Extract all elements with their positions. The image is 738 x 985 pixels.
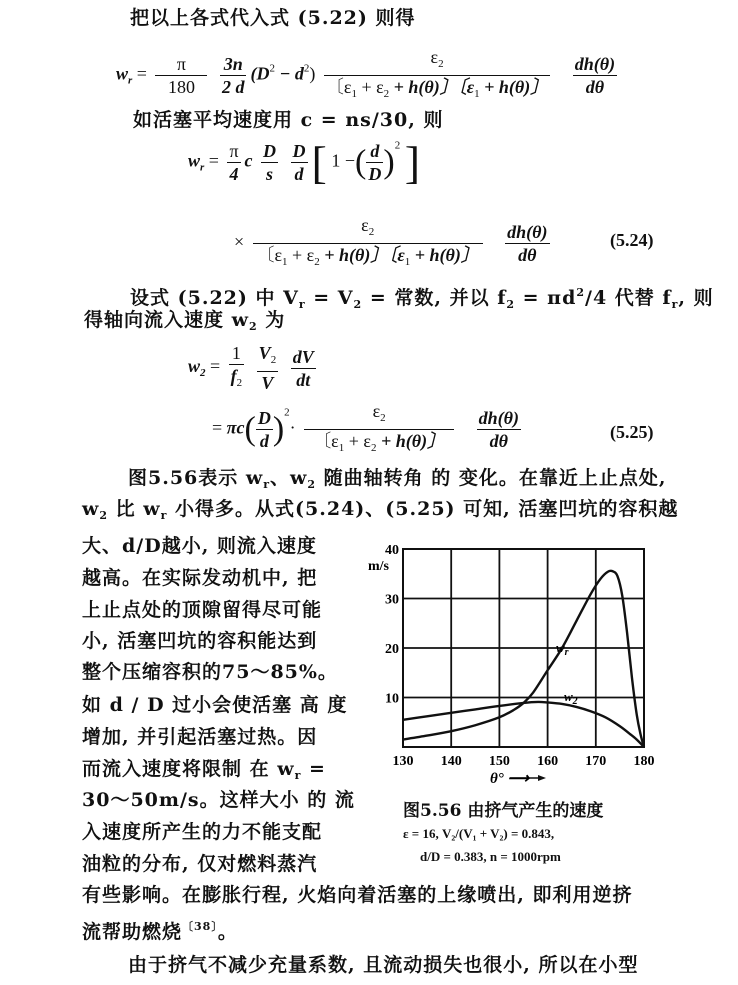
numerator: D <box>292 141 306 161</box>
equation-wr-general <box>116 46 621 105</box>
numerator: dh(θ) <box>574 54 616 74</box>
eq-symbol: (D <box>250 63 270 84</box>
denominator: d <box>259 431 269 451</box>
equation-5-24-part1 <box>188 136 420 189</box>
x-tick-label: 130 <box>392 754 414 769</box>
eq-symbol: 2 <box>200 367 206 380</box>
eq-symbol: = <box>210 356 221 377</box>
numerator: D <box>257 408 271 428</box>
fraction <box>291 346 316 391</box>
numerator: dh(θ) <box>507 222 548 242</box>
text-line-assume: 设式 (5.22) 中 $V_r = V_2$ = 常数, 并以 $f_2 = \pi d^2/4$ 代替 $f_r$, 则 <box>130 286 714 311</box>
x-tick-label: 180 <box>633 754 655 769</box>
eq-symbol: 2 <box>303 62 310 75</box>
x-axis-label: θ° ⟶ <box>490 771 530 787</box>
eq-symbol: 1 <box>331 150 341 171</box>
numerator: 3n <box>220 53 247 76</box>
x-axis-arrowhead <box>538 775 546 781</box>
col-line: 30～50m/s。这样大小 的 流 <box>82 789 355 811</box>
denominator: 〔$\varepsilon_1 + \varepsilon_2 + h(\theta)$〕〔$\varepsilon_1 + h(\theta)$〕 <box>256 245 479 268</box>
chart-series <box>403 571 644 747</box>
col-line: 如 d / D 过小会使活塞 高 度 <box>82 694 348 716</box>
paren: ) <box>272 410 285 448</box>
fraction <box>256 407 273 452</box>
fraction <box>257 342 279 394</box>
col-line: 而流入速度将限制 在 $w_r$ = <box>82 758 326 782</box>
fraction <box>573 53 617 98</box>
series-label-w2: $w_2$ <box>564 689 578 707</box>
paren: ( <box>244 410 256 448</box>
numerator: π <box>229 141 239 161</box>
numerator: π <box>155 53 207 76</box>
eq-symbol: 2 <box>284 406 290 419</box>
eq-symbol: = <box>208 150 219 171</box>
text-line-fig-desc: 图5.56表示 $w_r$、$w_2$ 随曲轴转角 的 变化。在靠近上止点处, <box>128 467 667 491</box>
figure-params-line2: d/D = 0.383, n = 1000rpm <box>420 849 561 864</box>
chart-ticks <box>385 543 655 781</box>
y-axis-unit: m/s <box>368 559 389 574</box>
eq-symbol: × <box>234 231 245 252</box>
x-tick-label: 140 <box>440 754 462 769</box>
equation-number-5-25: (5.25) <box>610 422 654 442</box>
text-line-axial: 得轴向流入速度 $w_2$ 为 <box>84 309 286 333</box>
denominator: 〔$\varepsilon_1 + \varepsilon_2 + h(\theta)$〕 <box>313 431 446 454</box>
col-line: 小, 活塞凹坑的容积能达到 <box>82 630 318 652</box>
fraction <box>304 400 454 459</box>
equation-w2-part1 <box>188 342 320 394</box>
fraction <box>227 140 240 185</box>
numerator: $\varepsilon_2$ <box>324 46 550 76</box>
text-line-expansion: 有些影响。在膨胀行程, 火焰向着活塞的上缘喷出, 即利用逆挤 <box>82 884 633 906</box>
fraction <box>220 53 247 98</box>
col-line: 越高。在实际发动机中, 把 <box>82 567 318 589</box>
eq-symbol: w <box>188 150 201 171</box>
numerator: dV <box>292 346 314 367</box>
numerator: $\varepsilon_2$ <box>304 400 454 430</box>
fraction <box>477 407 521 452</box>
figure-params-line1: ε = 16, V₂/(V₁ + V₂) = 0.843, <box>403 826 555 841</box>
col-line: 整个压缩容积的75～85%。 <box>82 661 338 683</box>
y-tick-label: 20 <box>385 642 399 657</box>
denominator: 180 <box>167 77 195 97</box>
equation-w2-part2 <box>212 400 525 459</box>
x-tick-label: 160 <box>537 754 559 769</box>
denominator: dθ <box>585 77 605 97</box>
fraction <box>324 46 550 105</box>
y-tick-label: 10 <box>385 691 399 707</box>
fraction <box>366 140 383 185</box>
col-line: 上止点处的顶隙留得尽可能 <box>82 599 323 621</box>
bracket: ] <box>404 137 421 188</box>
equation-5-24-part2 <box>234 214 554 273</box>
text-line-compare: $w_2$ 比 $w_r$ 小得多。从式(5.24)、(5.25) 可知, 活塞凹坑的容积越 <box>82 498 679 522</box>
eq-symbol: w <box>116 63 129 84</box>
fraction <box>155 53 207 98</box>
eq-symbol: πc <box>226 417 245 438</box>
col-line: 入速度所产生的力不能支配 <box>82 821 323 843</box>
series-line-w2 <box>403 702 644 747</box>
eq-symbol: r <box>128 74 133 87</box>
text-line-mean-speed: 如活塞平均速度用 c = ns/30, 则 <box>133 109 444 131</box>
x-tick-label: 170 <box>585 754 607 769</box>
col-line: 增加, 并引起活塞过热。因 <box>82 726 318 748</box>
fraction <box>505 221 549 266</box>
denominator: D <box>368 164 382 184</box>
denominator: $f_2$ <box>230 366 243 389</box>
text-line-combustion: 流帮助燃烧$^{〔38〕}$。 <box>82 920 238 943</box>
numerator: D <box>263 141 277 161</box>
figure-caption: 图5.56 由挤气产生的速度 <box>403 801 604 821</box>
y-tick-label: 30 <box>385 592 399 608</box>
eq-symbol: ) <box>309 63 316 84</box>
eq-symbol: − d <box>274 63 304 84</box>
eq-symbol: = <box>136 63 147 84</box>
eq-symbol: 2 <box>394 139 401 152</box>
numerator: 1 <box>229 342 245 365</box>
text-line-intro: 把以上各式代入式 (5.22) 则得 <box>130 7 416 29</box>
paren: ( <box>355 143 367 181</box>
eq-symbol: · <box>289 417 296 438</box>
denominator: dθ <box>518 245 537 265</box>
numerator: d <box>366 140 383 163</box>
eq-symbol: − <box>344 150 356 171</box>
bracket: [ <box>311 137 327 188</box>
denominator: d <box>294 164 304 184</box>
figure-5-56-chart <box>360 536 660 796</box>
fraction <box>253 214 483 273</box>
numerator: dh(θ) <box>478 408 519 428</box>
text-line-squish: 由于挤气不减少充量系数, 且流动损失也很小, 所以在小型 <box>128 954 639 976</box>
col-line: 大、d/D越小, 则流入速度 <box>82 535 317 557</box>
fraction <box>229 342 245 394</box>
denominator: V <box>261 373 274 393</box>
eq-symbol: w <box>188 356 201 377</box>
denominator: dt <box>296 369 311 390</box>
denominator: 4 <box>229 164 239 184</box>
denominator: 〔$\varepsilon_1 + \varepsilon_2 + h(\theta)$〕〔$\varepsilon_1 + h(\theta)$〕 <box>325 77 549 100</box>
equation-number-5-24: (5.24) <box>610 230 654 250</box>
eq-symbol: = <box>212 417 223 438</box>
numerator: $\varepsilon_2$ <box>253 214 483 244</box>
series-line-wr <box>403 571 644 747</box>
eq-symbol: c <box>244 150 253 171</box>
fraction <box>291 140 308 185</box>
fraction <box>261 140 278 185</box>
eq-symbol: r <box>200 161 205 174</box>
series-label-wr: $w_r$ <box>556 640 569 658</box>
denominator: s <box>266 164 274 184</box>
denominator: 2 d <box>221 77 245 97</box>
eq-symbol: 2 <box>269 62 275 75</box>
col-line: 油粒的分布, 仅对燃料蒸汽 <box>82 853 318 875</box>
x-tick-label: 150 <box>488 754 510 769</box>
numerator: $V_2$ <box>257 342 279 372</box>
paren: ) <box>383 143 395 181</box>
denominator: dθ <box>489 431 508 451</box>
citation: 〔38〕 <box>182 920 218 933</box>
y-tick-label: 40 <box>385 543 399 558</box>
